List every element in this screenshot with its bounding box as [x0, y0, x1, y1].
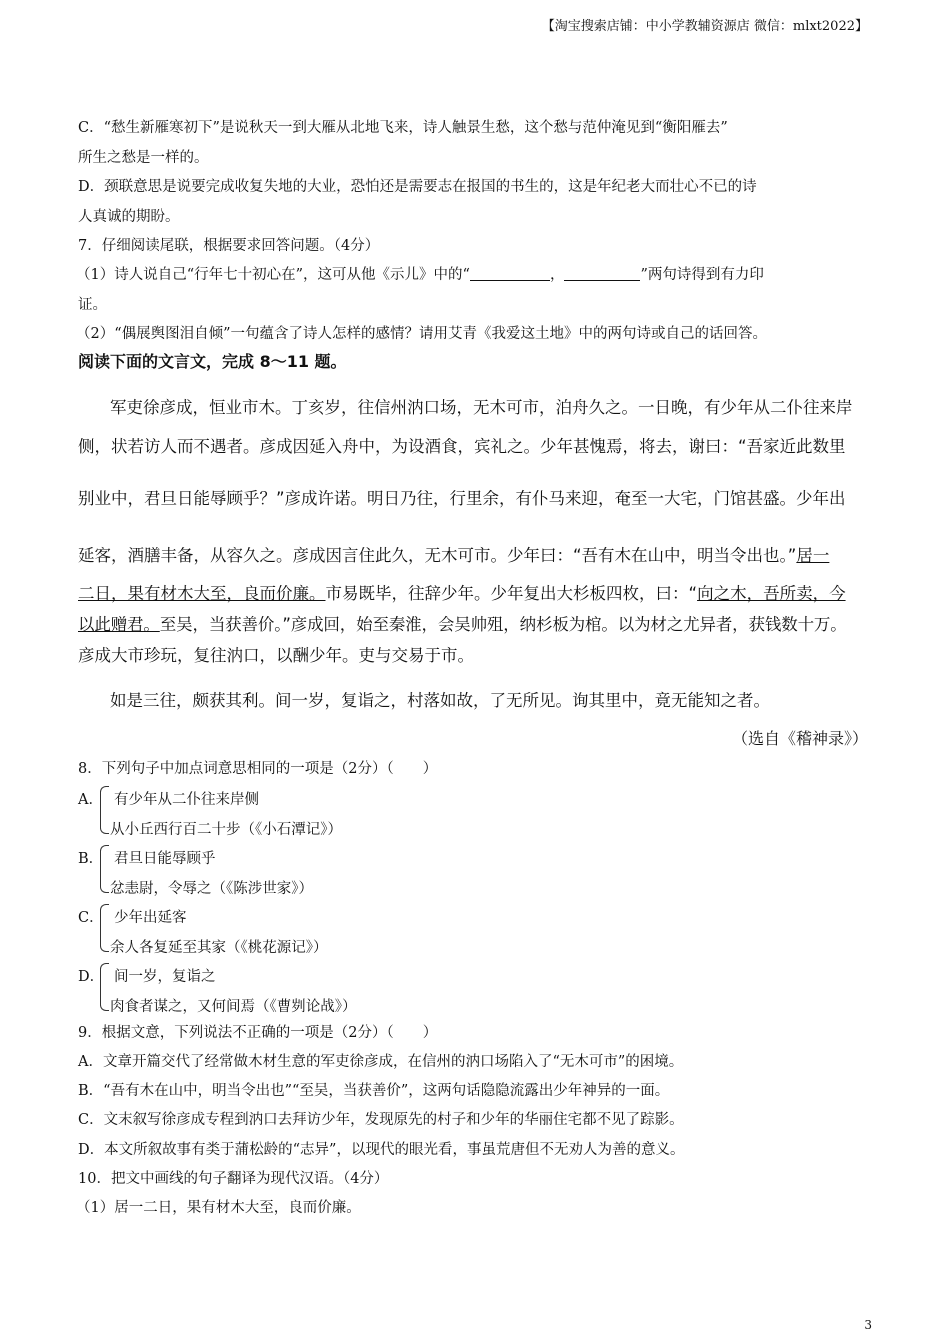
passage-line-7: 彦成大市珍玩，复往汭口，以酬少年。吏与交易于市。 [78, 646, 474, 665]
q7-part1-text-b: ”两句诗得到有力印 [640, 267, 764, 283]
answer-blank-1[interactable] [470, 266, 550, 281]
passage-line-1: 军吏徐彦成，恒业市木。丁亥岁，往信州汭口场，无木可市，泊舟久之。一日晚，有少年从二仆往来岸 [110, 398, 853, 417]
q8-option-c-line2: 余人各复延至其家（《桃花源记》） [110, 940, 328, 956]
q8-option-d-label: D． [78, 969, 105, 985]
passage-line-4 [78, 542, 829, 566]
q9-option-c: C．文末叙写徐彦成专程到汭口去拜访少年，发现原先的村子和少年的华丽住宅都不见了踪影。 [78, 1112, 684, 1128]
passage-line-6 [78, 611, 847, 635]
q7-stem: 7．仔细阅读尾联，根据要求回答问题。（4分） [78, 238, 380, 254]
q8-option-b-line1: 君旦日能辱顾乎 [114, 851, 216, 867]
q9-stem: 9．根据文意，下列说法不正确的一项是（2分）（ ） [78, 1025, 438, 1041]
underlined-sentence-2b: 以此赠君。 [78, 615, 160, 634]
page-header: 【淘宝搜索店铺：中小学教辅资源店 微信：mlxt2022】 [541, 19, 868, 34]
q6-option-d-line1: D．颈联意思是说要完成收复失地的大业，恐怕还是需要志在报国的书生的，这是年纪老大而壮心不已的诗 [78, 179, 757, 195]
passage-source: （选自《稽神录》） [731, 729, 868, 748]
q8-option-b-line2: 忿恚尉，令辱之（《陈涉世家》） [110, 881, 313, 897]
q8-option-b-label: B． [78, 851, 104, 867]
passage-line-6-text: 至吴，当获善价。”彦成回，始至秦淮，会吴帅殂，纳杉板为棺。以为材之尤异者，获钱数十万。 [159, 615, 847, 634]
underlined-sentence-1a: 居一 [796, 546, 830, 565]
q6-option-c-line2: 所生之愁是一样的。 [78, 150, 209, 166]
brace-d [100, 963, 109, 1011]
q6-option-d-line2: 人真诚的期盼。 [78, 209, 180, 225]
q10-stem: 10．把文中画线的句子翻译为现代汉语。（4分） [78, 1171, 389, 1187]
underlined-sentence-1b: 二日，果有材木大至，良而价廉。 [78, 584, 326, 603]
q8-option-c-label: C． [78, 910, 104, 926]
passage-line-5-text: 市易既毕，往辞少年。少年复出大杉板四枚，曰：“ [325, 584, 698, 603]
q7-part2: （2）“偶展舆图泪自倾”一句蕴含了诗人怎样的感情？请用艾青《我爱这土地》中的两句诗或自己的话回答。 [76, 326, 768, 342]
brace-c [100, 904, 109, 952]
q7-part1-sep: ， [549, 267, 565, 283]
q8-option-a-label: A． [78, 792, 103, 808]
q8-option-a-line2: 从小丘西行百二十步（《小石潭记》） [110, 822, 342, 838]
q7-part1-cont: 证。 [78, 297, 107, 313]
passage-line-3: 别业中，君旦日能辱顾乎？”彦成许诺。明日乃往，行里余，有仆马来迎，奄至一大宅，门馆甚盛。少年出 [78, 489, 846, 508]
passage-line-2: 侧，状若访人而不遇者。彦成因延入舟中，为设酒食，宾礼之。少年甚愧焉，将去，谢曰：“吾家近此数里 [78, 437, 846, 456]
passage-line-8: 如是三往，颇获其利。间一岁，复诣之，村落如故，了无所见。询其里中，竟无能知之者。 [110, 691, 770, 710]
q8-option-c-line1: 少年出延客 [114, 910, 187, 926]
brace-b [100, 845, 109, 893]
page-number: 3 [864, 1318, 872, 1332]
q8-option-a-line1: 有少年从二仆往来岸侧 [114, 792, 259, 808]
passage-line-4-text: 延客，酒膳丰备，从容久之。彦成因言住此久，无木可市。少年曰：“吾有木在山中，明当令出也。” [78, 546, 797, 565]
brace-a [100, 786, 109, 834]
classical-heading: 阅读下面的文言文，完成 8～11 题。 [78, 352, 347, 371]
q8-stem: 8．下列句子中加点词意思相同的一项是（2分）（ ） [78, 761, 438, 777]
q10-part1: （1）居一二日，果有材木大至，良而价廉。 [76, 1200, 361, 1216]
q9-option-a: A．文章开篇交代了经常做木材生意的军吏徐彦成，在信州的汭口场陷入了“无木可市”的困境。 [78, 1054, 684, 1070]
passage-line-5 [78, 580, 846, 604]
answer-blank-2[interactable] [564, 266, 640, 281]
q8-option-d-line1: 间一岁，复诣之 [114, 969, 216, 985]
q7-part1-text-a: （1）诗人说自己“行年七十初心在”，这可从他《示儿》中的“ [76, 267, 470, 283]
q8-option-d-line2: 肉食者谋之，又何间焉（《曹刿论战》） [110, 999, 357, 1015]
q9-option-b: B．“吾有木在山中，明当令出也”“至吴，当获善价”，这两句话隐隐流露出少年神异的一面。 [78, 1083, 670, 1099]
underlined-sentence-2a: 向之木，吾所卖，今 [697, 584, 846, 603]
q9-option-d: D．本文所叙故事有类于蒲松龄的“志异”，以现代的眼光看，事虽荒唐但不无劝人为善的意义。 [78, 1142, 685, 1158]
q6-option-c-line1: C．“愁生新雁寒初下”是说秋天一到大雁从北地飞来，诗人触景生愁，这个愁与范仲淹见到“衡阳雁去” [78, 120, 728, 136]
q7-part1 [76, 263, 764, 284]
